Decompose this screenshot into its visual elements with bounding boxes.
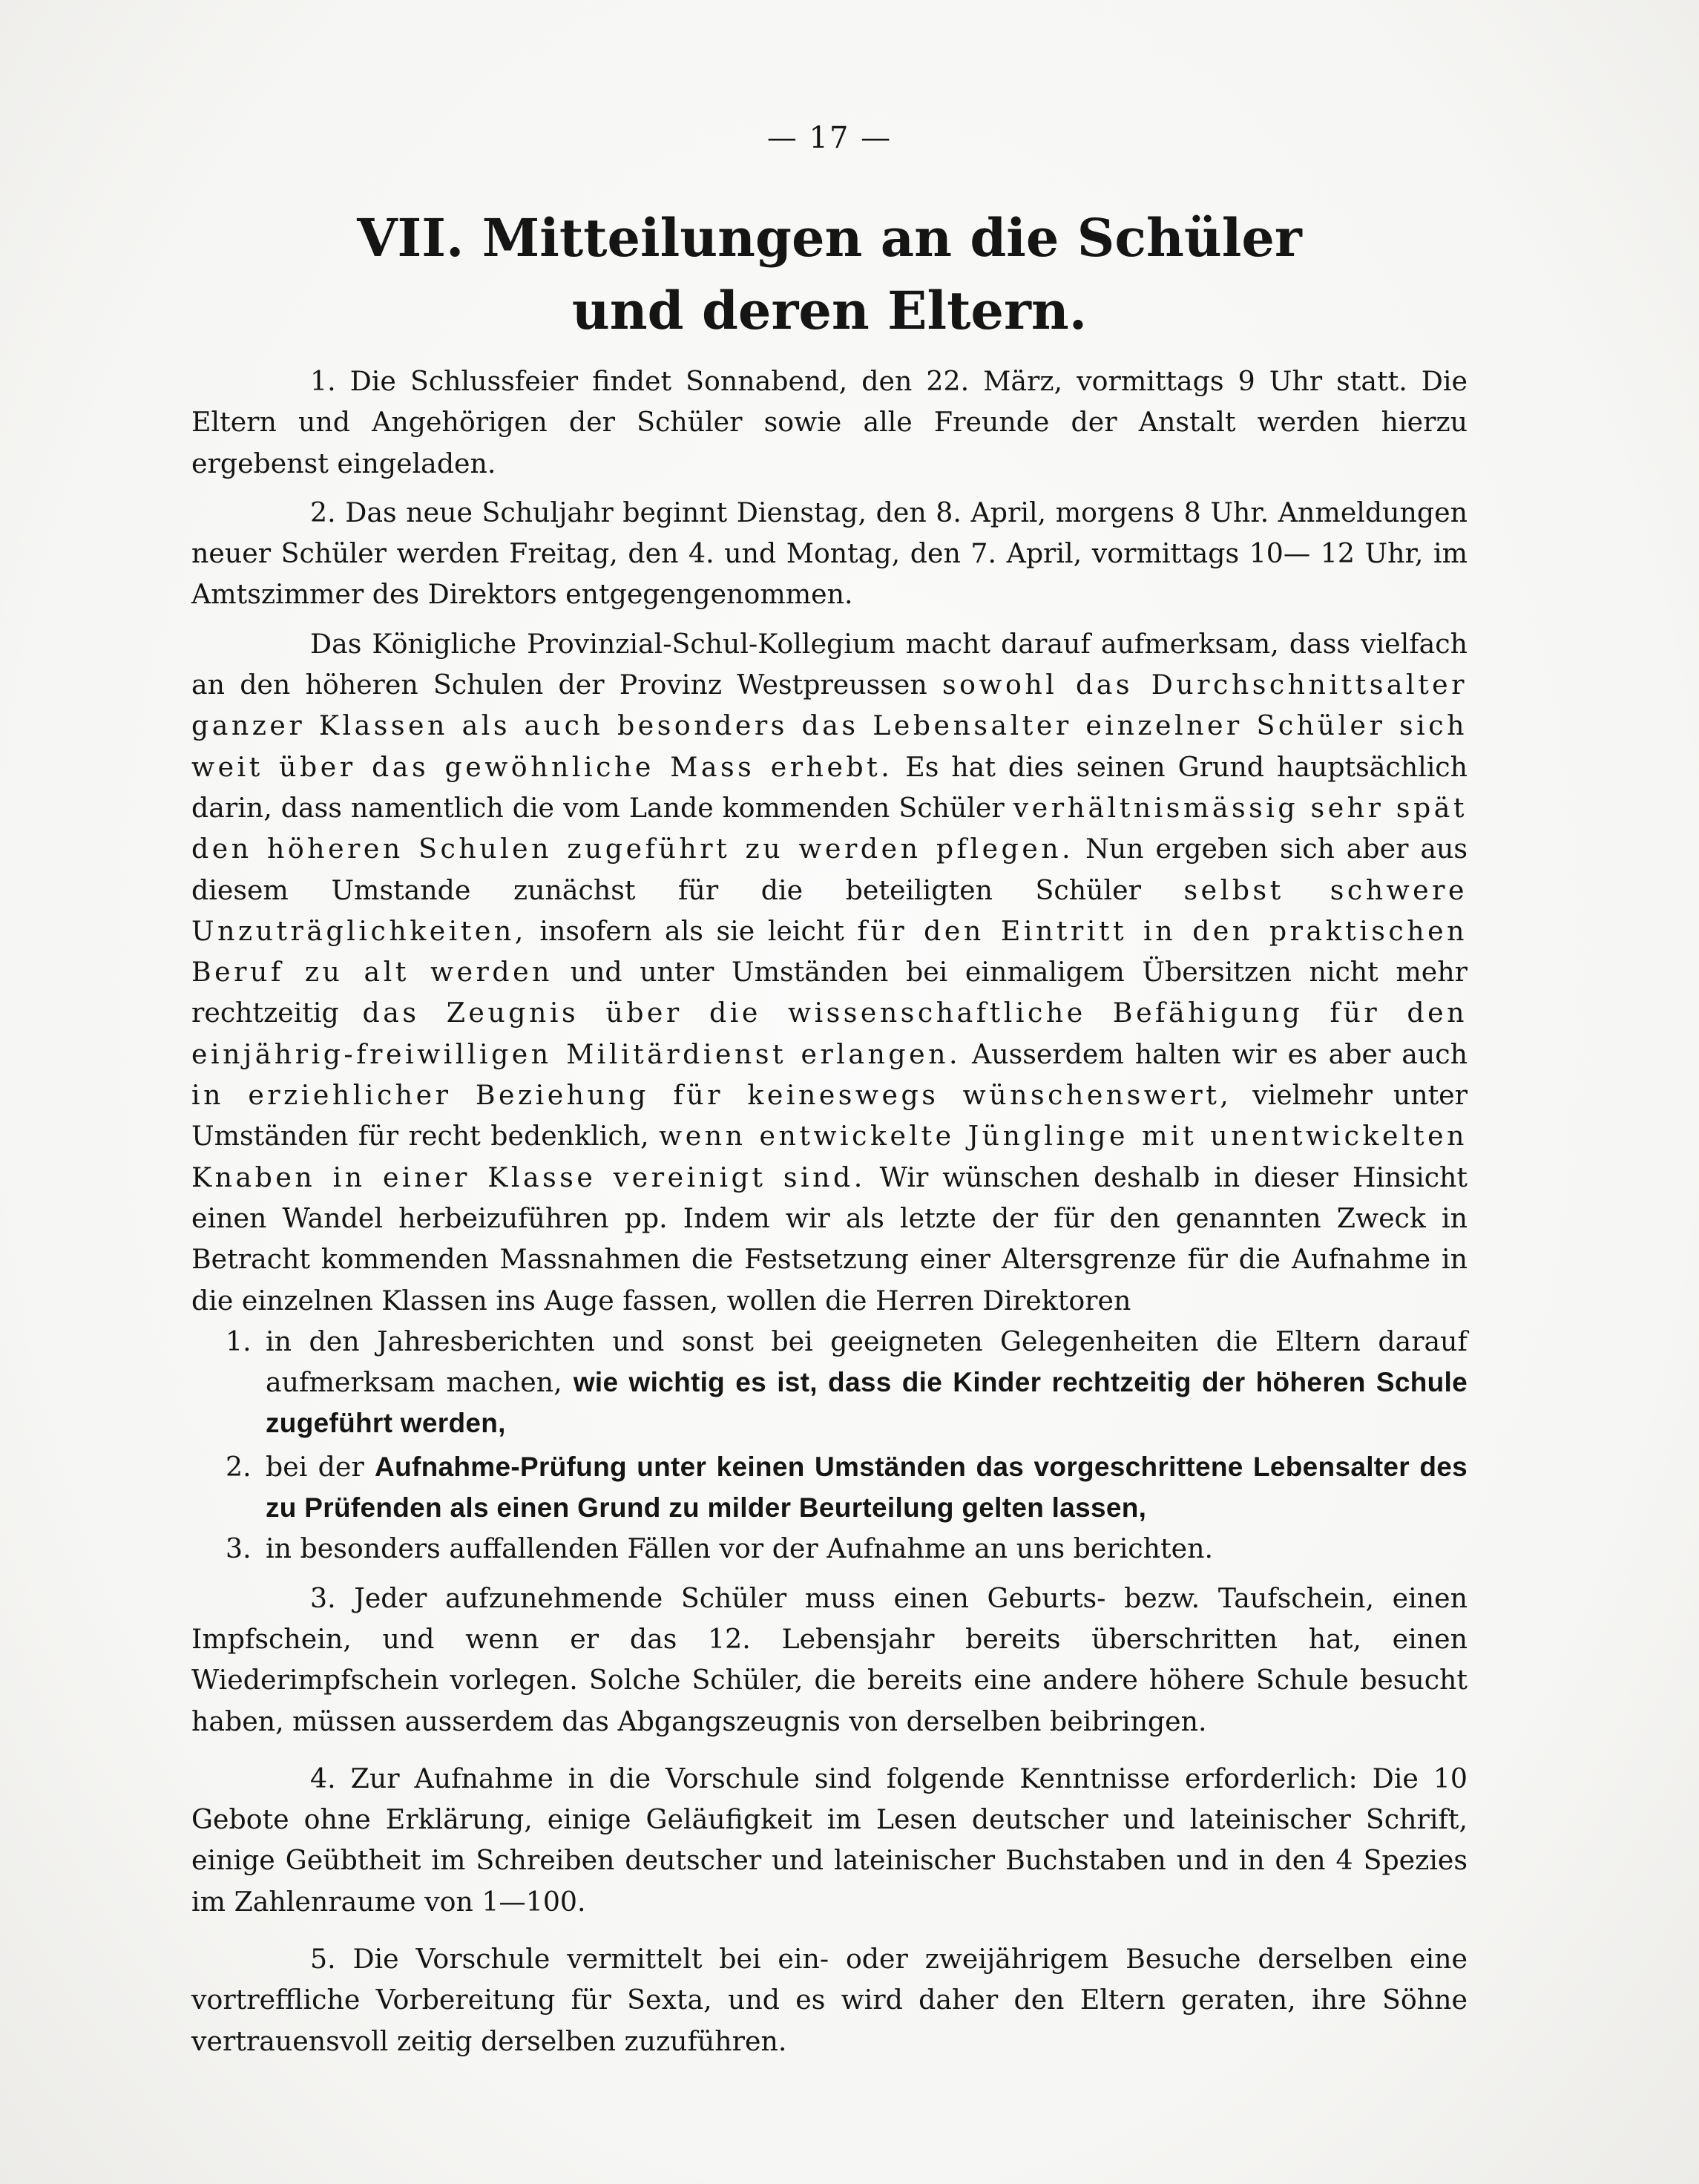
spaced-emphasis: wenn entwickelte Jünglinge mit unentwickelten Knaben in einer Klasse vereinigt sind. xyxy=(191,1120,1468,1193)
spaced-emphasis: für den Eintritt in den praktischen Beruf zu alt werden xyxy=(191,914,1468,988)
section-heading xyxy=(191,202,1468,347)
paragraph-aufnahme-dokumente: 3. Jeder aufzunehmende Schüler muss einen Geburts- bezw. Taufschein, einen Impfschein, und wenn er das 12. Lebensjahr bereits überschritten hat, einen Wiederimpfschein vorlegen. Solche Schüler, die bereits eine andere höhere Schule besucht haben, müssen ausserdem das Abgangszeugnis von derselben beibringen. xyxy=(191,1581,1468,1737)
paragraph-schlussfeier: 1. Die Schlussfeier findet Sonnabend, den 22. März, vormittags 9 Uhr statt. Die Eltern und Angehörigen der Schüler sowie alle Freunde der Anstalt werden hierzu ergebenst eingeladen. xyxy=(191,365,1468,479)
page-content xyxy=(191,117,1468,2062)
text-segment: insofern als sie leicht xyxy=(526,914,858,947)
text-segment: Es hat dies seinen Grund hauptsächlich darin, dass namentlich die vom Lande kommenden Schüler xyxy=(191,750,1468,824)
spaced-emphasis: verhältnismässig sehr spät den höheren Schulen zugeführt zu werden pflegen. xyxy=(191,791,1468,865)
text-segment: und unter Umständen bei einmaligem Übersitzen nicht mehr rechtzeitig xyxy=(191,956,1468,1029)
spaced-emphasis: selbst schwere Unzuträglichkeiten, xyxy=(191,873,1468,947)
text-segment: vielmehr unter Umständen für recht bedenklich, xyxy=(191,1079,1468,1152)
list-item-bold-text: Aufnahme-Prüfung unter keinen Umständen das vorgeschrittene Lebensalter des zu Prüfenden als einen Grund zu milder Beurteilung gelten lassen, xyxy=(266,1451,1468,1524)
heading-line-2: und deren Eltern. xyxy=(571,280,1088,341)
spaced-emphasis: sowohl das Durchschnittsalter ganzer Klassen als auch besonders das Lebensalter einzelner Schüler sich weit über das gewöhnliche Mass erhebt. xyxy=(191,669,1468,783)
spaced-emphasis: in erziehlicher Beziehung für keineswegs wünschenswert, xyxy=(191,1079,1232,1112)
text-segment: Ausserdem halten wir es aber auch xyxy=(961,1037,1468,1070)
list-item-text: in den Jahresberichten und sonst bei geeigneten Gelegenheiten die Eltern darauf aufmerksam machen, xyxy=(266,1325,1468,1399)
text-segment: Das Königliche Provinzial-Schul-Kollegium macht darauf aufmerksam, dass vielfach an den höheren Schulen der Provinz Westpreussen xyxy=(191,627,1468,701)
list-item-number: 2. xyxy=(226,1450,252,1483)
list-item-number: 3. xyxy=(226,1532,252,1565)
heading-line-1: VII. Mitteilungen an die Schüler xyxy=(357,207,1302,269)
list-item-text: in besonders auffallenden Fällen vor der Aufnahme an uns berichten. xyxy=(266,1532,1213,1565)
direktoren-list xyxy=(191,1321,1468,1570)
list-item-text: bei der xyxy=(266,1450,375,1483)
spaced-emphasis: das Zeugnis über die wissenschaftliche Befähigung für den einjährig-freiwilligen Militärdienst erlangen. xyxy=(191,997,1468,1070)
list-item-bold-text: wie wichtig es ist, dass die Kinder rechtzeitig der höheren Schule zugeführt werden, xyxy=(266,1367,1468,1439)
paragraph-vorschule-kenntnisse: 4. Zur Aufnahme in die Vorschule sind folgende Kenntnisse erforderlich: Die 10 Gebote ohne Erklärung, einige Geläufigkeit im Lesen deutscher und lateinischer Schrift, einige Geübtheit im Schreiben deutscher und lateinischer Buchstaben und in den 4 Spezies im Zahlenraume von 1—100. xyxy=(191,1762,1468,1918)
list-item xyxy=(191,1321,1468,1444)
paragraph-schuljahr: 2. Das neue Schuljahr beginnt Dienstag, den 8. April, morgens 8 Uhr. Anmeldungen neuer Schüler werden Freitag, den 4. und Montag, den 7. April, vormittags 10— 12 Uhr, im Amtszimmer des Direktors entgegengenommen. xyxy=(191,496,1468,611)
paragraph-provinzial-schul-kollegium xyxy=(191,623,1468,1321)
list-item xyxy=(191,1446,1468,1529)
text-segment: Wir wünschen deshalb in dieser Hinsicht einen Wandel herbeizuführen pp. Indem wir als letzte der für den genannten Zweck in Betracht kommenden Massnahmen die Festsetzung einer Altersgrenze für die Aufnahme in die einzelnen Klassen ins Auge fassen, wollen die Herren Direktoren xyxy=(191,1161,1468,1316)
list-item xyxy=(191,1528,1468,1569)
list-item-number: 1. xyxy=(226,1325,252,1357)
page-number: — 17 — xyxy=(766,121,893,155)
paragraph-vorschule-vorbereitung: 5. Die Vorschule vermittelt bei ein- oder zweijährigem Besuche derselben eine vortreffliche Vorbereitung für Sexta, und es wird daher den Eltern geraten, ihre Söhne vertrauensvoll zeitig derselben zuzuführen. xyxy=(191,1942,1468,2057)
text-segment: Nun ergeben sich aber aus diesem Umstande zunächst für die beteiligten Schüler xyxy=(191,833,1468,906)
